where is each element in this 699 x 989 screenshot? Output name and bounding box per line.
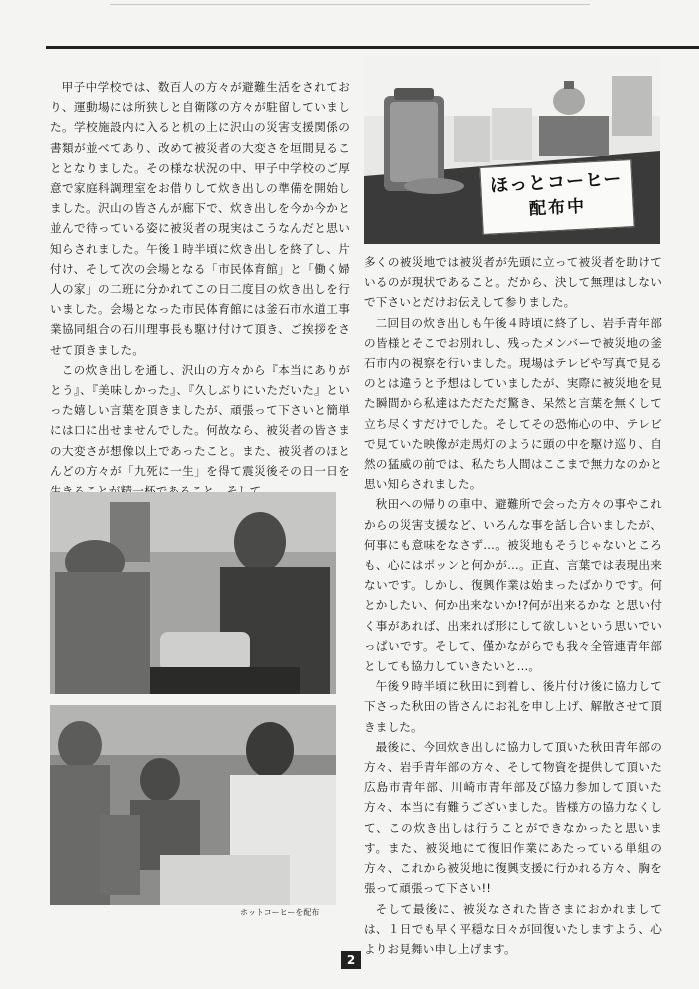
photo-caption: ホットコーヒーを配布 (240, 908, 320, 917)
top-thin-rule (110, 4, 590, 5)
left-text-column (50, 77, 350, 501)
sign-line-2: 配布中 (528, 196, 587, 220)
photo-serving-food (50, 705, 336, 905)
sign-line-1: ほっとコーヒー (489, 168, 623, 197)
paragraph: この炊き出しを通し、沢山の方々から『本当にありがとう』、『美味しかった』、『久しぶりにいただいた』といった嬉しい言葉を頂きましたが、頑張って下さいと簡単には口に出せませんでした。何故なら、被災者の皆さまの大変さが想像以上であったこと。また、被災者のほとんどの方々が「九死に一生」を得て震災後その日一日を (50, 362, 350, 478)
paragraph: 甲子中学校では、数百人の方々が避難生活をされており、運動場には所狭しと自衛隊の方々が駐留していました。学校施設内に入ると机の上に沢山の災害支援関係の書類が並べてあり、改めて被災者の大変さを垣間見ることとなりました。その様な状況の中、甲子中学校のご厚意で家庭科調理室をお借りして炊き出しの準備を開始しました。沢山の皆さんが廊下で、炊き出しを今か今かと並んで待っている姿に被災者の現実はこうなんだと思い知らされました。午後１時半頃に炊き出しを終了し、片付け、そして次の会場となる「市民体育館」と「働く婦人の家」の二班に分かれてこの日二度目の炊き出しを行いました。会場となった市民体育館には釜石市水道工事業協同組合の石川理事長も駆け付けて頂き、ご挨拶をさせて頂きました。 (50, 80, 350, 357)
photo-volunteers-cooking (50, 492, 336, 694)
header-rule (46, 46, 699, 49)
serving-scene-illustration (50, 705, 336, 905)
paragraph: そして最後に、被災なされた皆さまにおかれましては、１日でも早く平穏な日々が回復いたしますよう、心よりお見舞い申し上げます。 (364, 901, 662, 956)
page-number: 2 (341, 951, 361, 969)
paragraph: 秋田への帰りの車中、避難所で会った方々の事やこれからの災害支援など、いろんな事を話し合いましたが、何事にも意味をなさず…。被災地もそうじゃないところも、心にはポッンと何かが…。正直、言葉では表現出来ないです。しかし、復興作業は始まったばかりです。何とかしたい、何か出来ないか!?何が出来るかな と思い付く事があれば、出来れば形にして欲しいという思いでいっぱいです。そして、僅かながらでも我々全管連青年部としても協力していきたいと…。 (364, 497, 662, 674)
coffee-sign (479, 159, 634, 235)
paragraph: 午後９時半頃に秋田に到着し、後片付け後に協力して下さった秋田の皆さんにお礼を申し上げ、解散させて頂きました。 (364, 679, 662, 734)
paragraph: 最後に、今回炊き出しに協力して頂いた秋田青年部の方々、岩手青年部の方々、そして物資を提供して頂いた広島市青年部、川崎市青年部及び協力参加して頂いた方々、本当に有難うございました。皆様方の協力なくして、この炊き出しは行うことができなかったと思います。また、被災地にて復旧作業にあたっている単組の方々、これから被災地に復興支援に行かれる方々、胸を張って頑張って下さい!! (364, 739, 662, 896)
photo-hot-coffee-table (364, 56, 660, 244)
paragraph: 多くの被災地では被災者が先頭に立って被災者を助けているのが現状であること。だから、決して無理はしないで下さいとだけお伝えして参りました。 (364, 255, 662, 310)
paragraph: 二回目の炊き出しも午後４時頃に終了し、岩手青年部の皆様とそこでお別れし、残ったメンバーで被災地の釜石市内の視察を行いました。現場はテレビや写真で見るのとは違うと予想はしていましたが、実際に被災地を見た瞬間から私達はただただ驚き、呆然と言葉を無くして立ち尽くすだけでした。そしてその恐怖心の中、テレビで見ていた映像が走馬灯のように頭の中を駆け巡り、自然の猛威の前では、私たち人間はここまで無力なのかと思い知らされました。 (364, 315, 662, 492)
right-text-column (364, 252, 662, 959)
cooking-scene-illustration (50, 492, 336, 694)
